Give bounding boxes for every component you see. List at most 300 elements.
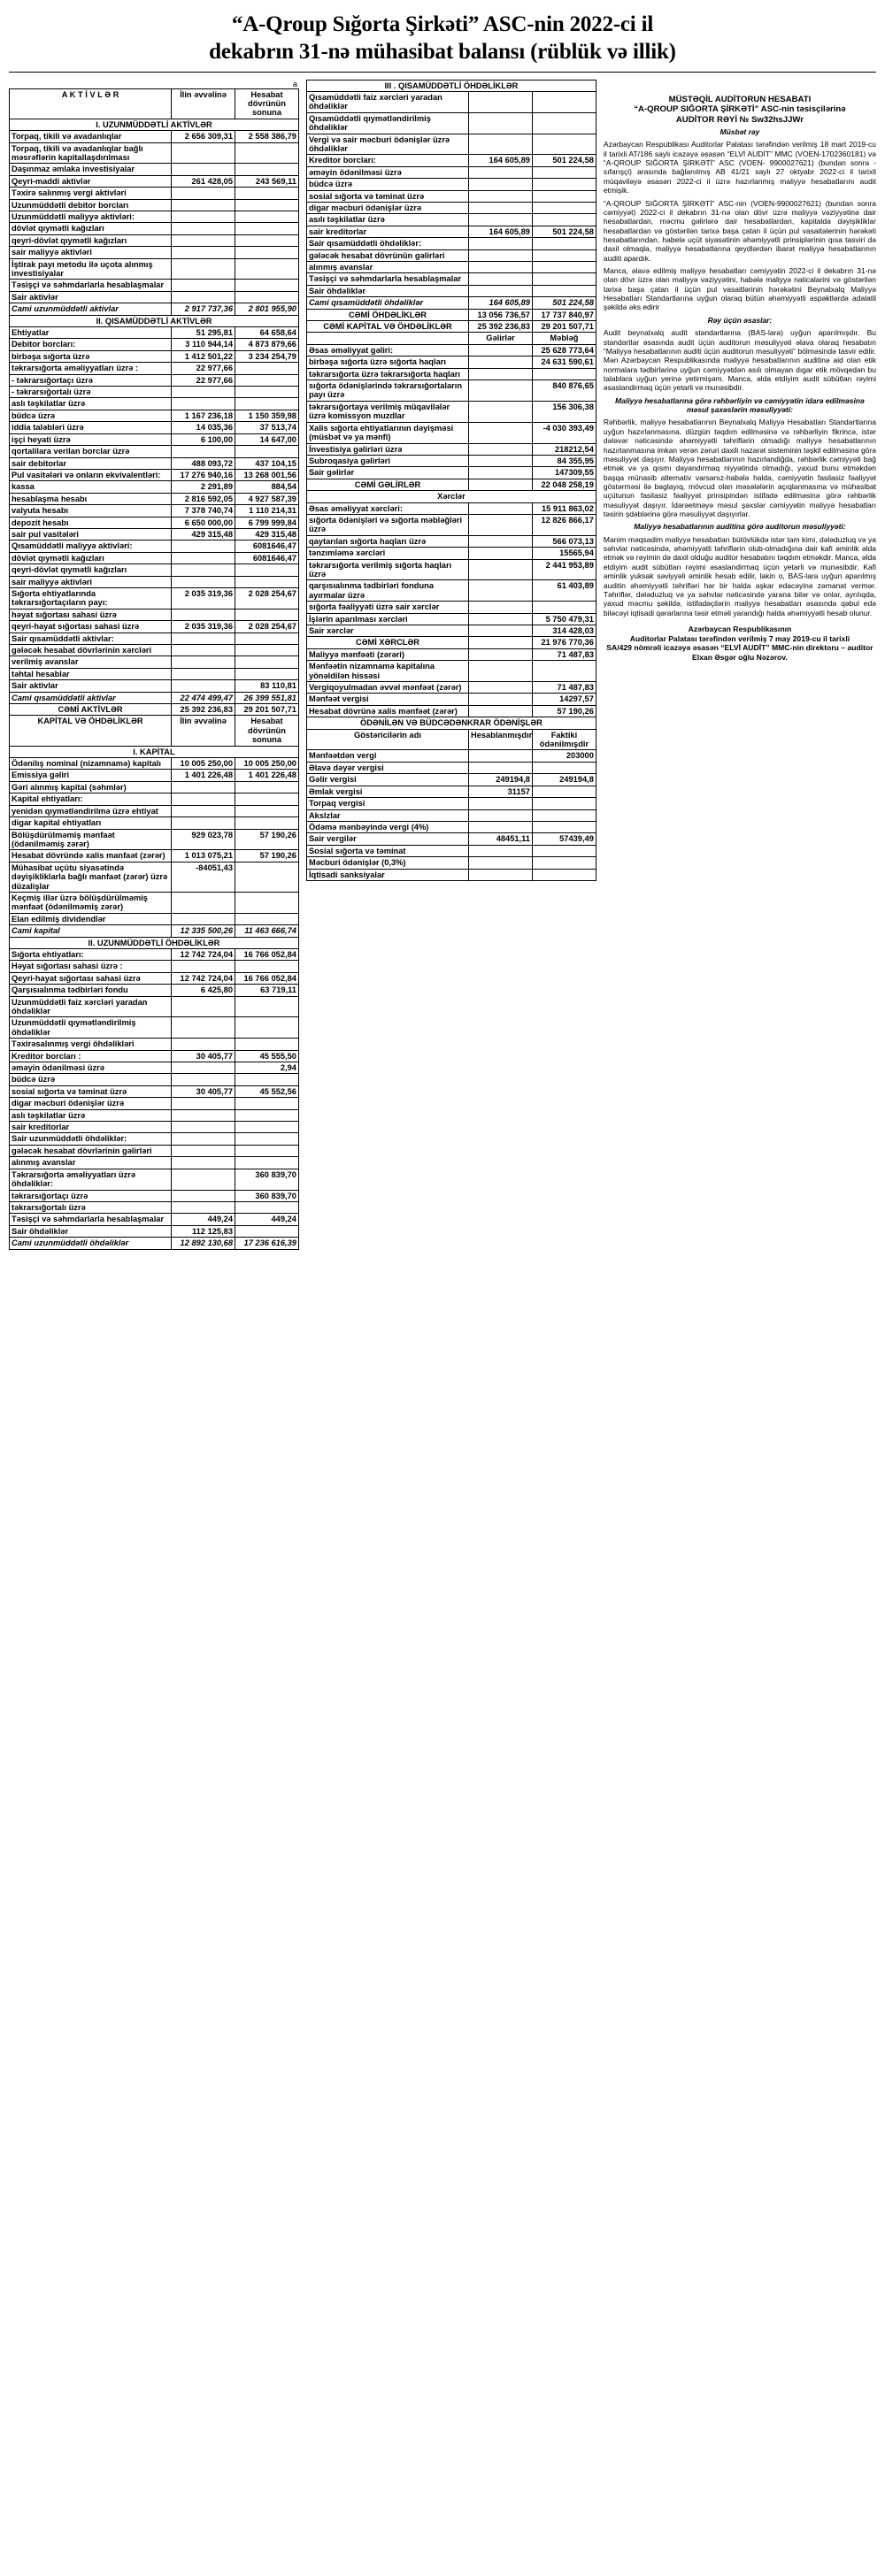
row-value-1: 261 428,05 [172,175,235,187]
row-label: Subroqasiya gəlirləri [306,455,468,466]
row-value-1: 7 378 740,74 [172,505,235,517]
row-label: təkrarsığorta üzrə təkrarsığorta haqları [306,368,468,380]
row-value-1: 12 742 724,04 [172,948,235,960]
row-label: Həyat sığortası sahasi üzrə : [10,961,172,972]
row-value-2 [235,1109,299,1121]
row-label: həyat sığortası sahasi üzrə [10,609,172,620]
row-value-1: 31157 [469,786,533,797]
row-label: sığorta ödənişlərində təkrarsığortaların payı üzrə [306,380,468,402]
table-row [10,1085,299,1097]
row-value-2 [532,262,596,273]
row-value-1: 2 035 319,36 [172,587,235,609]
row-value-1 [469,443,533,455]
row-label: Sair aktivlər [10,291,172,303]
equity-rows [10,746,299,1249]
row-label: Uzunmüddətli debitor borcları [10,199,172,211]
row-value-1 [469,705,533,717]
row-label: gələcək hesabat dövrünün gəlirləri [306,249,468,261]
row-value-2 [532,249,596,261]
row-value-2: 203000 [532,750,596,762]
row-label: II. UZUNMÜDDƏTLİ ÖHDƏLİKLƏR [10,937,299,948]
table-row [10,817,299,829]
row-value-1: 929 023,78 [172,829,235,850]
table-row [10,1122,299,1133]
row-value-1: 22 977,66 [172,374,235,386]
row-value-1 [469,809,533,821]
equity-header-end: Hesabat dövrünün sonuna [235,716,299,746]
tax-header [306,729,596,750]
row-label: CƏMİ GƏLİRLƏR [306,479,468,490]
row-value-2 [235,794,299,805]
row-label: Kapital ehtiyatları: [10,794,172,805]
row-value-2: 147309,55 [532,467,596,479]
row-value-1 [469,661,533,682]
row-value-2 [532,179,596,190]
row-label: Uzunmüddətli qıymətləndirilmiş öhdəliklər [10,1017,172,1039]
row-value-2: 360 839,70 [235,1169,299,1190]
row-value-1: -84051,43 [172,862,235,892]
row-value-1 [469,682,533,694]
row-value-2 [532,786,596,797]
row-value-2 [235,387,299,398]
table-row [306,762,596,773]
row-value-2: 15 911 863,02 [532,502,596,514]
row-label: qarşısıalınma tədbirləri fonduna ayırmalar üzrə [306,580,468,602]
row-value-1 [469,344,533,356]
row-value-1 [469,285,533,296]
row-value-2 [532,190,596,202]
table-row [306,625,596,637]
signature-line-1: Azərbaycan Respublikasının [688,624,792,633]
row-label: Debitor borcları: [10,339,172,350]
row-value-1 [469,762,533,773]
row-label: Qısamüddətli maliyyə aktivləri: [10,540,172,552]
row-label: Torpaq vergisi [306,798,468,809]
row-value-2: 249194,8 [532,774,596,786]
assets-rows [10,119,299,716]
row-label: İştirak payı metodu ilə uçota alınmış investisiyalar [10,258,172,280]
row-value-1: 14 035,36 [172,422,235,433]
row-label: Sığorta ehtiyatlarında təkrarsığortaçıların payı: [10,587,172,609]
row-label: Qısamüddətli faiz xərcləri yaradan öhdəliklər [306,91,468,112]
table-row [10,985,299,996]
row-value-1 [469,548,533,559]
row-value-2: 17 236 616,39 [235,1238,299,1249]
row-value-2 [532,602,596,613]
table-row [10,199,299,211]
row-value-1 [172,892,235,913]
row-label: Uzunmüddətli maliyyə aktivləri: [10,211,172,222]
row-label: Bölüşdürülməmiş mənfaət (ödənilməmiş zərər) [10,829,172,850]
table-row [10,291,299,303]
row-value-1: 1 412 501,22 [172,350,235,362]
table-row [306,809,596,821]
row-value-2: 6081646,47 [235,552,299,564]
row-label: sair kreditorlar [10,1122,172,1133]
row-value-1 [172,632,235,644]
row-value-2 [235,1122,299,1133]
row-value-2 [532,134,596,155]
title-divider [9,72,876,73]
equity-header-label: KAPİTAL VƏ ÖHDƏLİKLƏR [10,716,172,746]
row-value-1 [172,258,235,280]
row-label: sosial sığorta və təminat üzrə [10,1085,172,1097]
row-label: Əlavə dəyər vergisi [306,762,468,773]
row-value-2: 37 513,74 [235,422,299,433]
row-label: sair debitorlar [10,457,172,469]
row-label: sair kreditorlar [306,226,468,237]
row-value-1 [469,467,533,479]
row-value-1: 488 093,72 [172,457,235,469]
row-value-2 [532,857,596,869]
row-label: Xalis sığorta ehtiyatlarının dəyişməsi (müsbət və ya mənfi) [306,422,468,443]
table-row [10,164,299,175]
row-value-1: 2 816 592,05 [172,493,235,504]
row-value-2: 22 048 258,19 [532,479,596,490]
tax-payments-table [306,717,596,881]
table-row [306,682,596,694]
tax-header-name: Göstəricilərin adı [306,729,468,750]
row-value-1 [172,656,235,668]
row-label: qaytarılan sığorta haqları üzrə [306,535,468,547]
row-value-1 [172,668,235,679]
row-value-2: 11 463 666,74 [235,925,299,937]
row-value-2: 2 441 953,89 [532,559,596,580]
row-label: büdcə üzrə [10,1074,172,1085]
row-label: sığorta fəaliyyəti üzrə sair xərclər [306,602,468,613]
row-value-2 [532,166,596,178]
table-row [10,621,299,632]
row-value-2: 84 355,95 [532,455,596,466]
row-value-2: 71 487,83 [532,682,596,694]
row-label: sair pul vasitələri [10,528,172,540]
row-label: Sosial sığorta və təminat [306,845,468,856]
row-value-1: 2 035 319,36 [172,621,235,632]
row-value-1 [469,798,533,809]
row-value-2 [532,762,596,773]
assets-table [9,88,299,717]
row-value-2 [532,845,596,856]
audit-report-heading-2: “A-QROUP SIĞORTA ŞİRKƏTİ” ASC-nin təsisçilərinə [634,104,846,114]
table-row [10,781,299,793]
row-value-2: 57 190,26 [235,829,299,850]
row-value-2 [235,1039,299,1050]
row-value-1: 3 110 944,14 [172,339,235,350]
row-value-2 [235,1133,299,1145]
row-label: digar məcburi ödənişlər üzrə [10,1098,172,1109]
row-label: asılı təşkilatlar üzrə [306,214,468,226]
row-label: təkrarsığortaçı üzrə [10,1190,172,1201]
row-value-1 [172,1062,235,1074]
row-value-1 [469,356,533,368]
row-label: Təsişçi və səhmdarlarla hesablaşmalar [10,1214,172,1225]
table-row [306,112,596,134]
row-label: Torpaq, tikili və avadanlıqlar [10,131,172,142]
table-row [10,457,299,469]
table-row [10,564,299,576]
row-label: dövlət qıymətli kağızları [10,552,172,564]
table-row [10,119,299,130]
table-row [10,937,299,948]
row-value-1: 48451,11 [469,833,533,845]
table-row [306,262,596,273]
assets-header-label: A K T İ V L Ə R [10,88,172,119]
row-value-1 [172,211,235,222]
marker-a: a [292,79,297,88]
table-row [306,535,596,547]
row-value-1 [469,134,533,155]
row-value-1: 6 650 000,00 [172,517,235,528]
row-value-1 [469,869,533,880]
row-value-2 [235,363,299,374]
row-value-2: 83 110,81 [235,680,299,692]
row-label: Sair vergilər [306,833,468,845]
row-value-2: 2 558 386,79 [235,131,299,142]
table-row [10,410,299,421]
table-row [306,368,596,380]
audit-report-heading [604,95,876,126]
row-label: Sığorta ehtiyatları: [10,948,172,960]
row-label: Qeyri-maddi aktivlər [10,175,172,187]
row-label: təhtal hesablar [10,668,172,679]
row-value-2: 17 737 840,97 [532,309,596,320]
row-value-2: 884,54 [235,481,299,493]
row-value-1 [172,1133,235,1145]
table-row [10,374,299,386]
row-label: sığorta ödənişləri və sığorta məbləğləri üzrə [306,514,468,535]
row-value-1: 10 005 250,00 [172,758,235,770]
row-value-2: 61 403,89 [532,580,596,602]
row-value-1 [172,996,235,1017]
table-row [306,637,596,648]
row-value-2: 57439,49 [532,833,596,845]
table-row [306,705,596,717]
row-value-1: 6 100,00 [172,433,235,445]
report-paragraph: Manim məqsadim maliyyə hesabatları bütövlükdə istər tam kimi, dələduzluq və ya səhvlar nəticəsində, əhəmiyyətli təhriflərin olub-olmadığına dair kafi əminlik əlda etmək və rəyimin də daxil olduğu auditor hesabatını təqdım etməkdir. Manca, əlda etdiyim audit sübütları rəyimi əsaslandirmaq üçün yetarli və munəsibdir. Kafi əminlik yuksak səviyyəli əminlik hesab edilir, lakin o, BAS-lara uyğun aparılmış auditin əhəmiyyətli təhrifləri hər bir halda aşkar edacəyinə zəmanat vermər. Təhriflər, dələduzluq və ya səhvlar nəticəsində yarana bilər və onlar, ayrılıqda, yaxud məcmu şəkildə, istifadəçilərin maliyyə hesabatları əsasında qəbul edə biləcəyi iqtisadi qərarlarına təsir etməli yarandığı halda əhəmiyyətli hesab olunur. [603,534,876,617]
table-row [306,548,596,559]
row-label: işçi heyati üzrə [10,433,172,445]
row-value-1 [172,398,235,410]
row-label: Elan edilmiş dividendlər [10,913,172,924]
table-row [10,1145,299,1156]
row-label: Sair aktivlar [10,680,172,692]
table-row [10,552,299,564]
row-value-2: 14 647,00 [235,433,299,445]
row-label: aslı təşkilatlar üzrə [10,1109,172,1121]
row-value-2 [235,374,299,386]
table-row [10,794,299,805]
table-row [306,821,596,832]
row-label: Ödəmə mənbəyində vergi (4%) [306,821,468,832]
row-value-1 [172,1109,235,1121]
row-label: kassa [10,481,172,493]
row-value-1 [469,401,533,422]
row-value-1 [469,202,533,213]
row-label: təkrarsığortaya verilmiş müqavilələr üzrə komissyon muzdlar [306,401,468,422]
row-label: Mənfəətdən vergi [306,750,468,762]
row-value-1: 1 167 236,18 [172,410,235,421]
table-row [306,786,596,797]
row-value-2: 243 569,11 [235,175,299,187]
row-label: Gəlir vergisi [306,774,468,786]
row-value-1 [469,559,533,580]
table-row [306,869,596,880]
signature-line-3: SA/429 nömrəli icazəyə əsasən “ELVİ AUDİT” MMC-nin direktoru – auditor [606,643,873,653]
table-row [10,493,299,504]
row-value-2 [235,188,299,199]
row-value-2: 63 719,11 [235,985,299,996]
table-row [10,1017,299,1039]
row-label: qeyri-dövlət qıymətli kağızları [10,564,172,576]
row-value-2 [235,199,299,211]
row-value-2: 437 104,15 [235,457,299,469]
row-value-2 [235,164,299,175]
row-label: Əsas əməliyyat gəliri: [306,344,468,356]
row-label: Sair qısamüddətli aktivlar: [10,632,172,644]
row-value-1 [469,514,533,535]
row-value-1 [172,540,235,552]
table-row [10,668,299,679]
row-value-2 [532,869,596,880]
table-row [306,166,596,178]
row-value-2: 29 201 507,71 [235,704,299,716]
row-value-1 [172,1074,235,1085]
audit-report-body [604,127,876,617]
row-label: valyuta hesabı [10,505,172,517]
table-row [306,134,596,155]
row-value-1: 112 125,83 [172,1225,235,1237]
row-label: birbəşa sığorta üzrə sığorta haqları [306,356,468,368]
row-value-2: 1 110 214,31 [235,505,299,517]
row-label: Emissiya gəliri [10,770,172,781]
row-value-1 [469,368,533,380]
row-value-1 [172,1169,235,1190]
row-value-2 [235,1157,299,1169]
table-row [10,422,299,433]
row-value-2: 45 555,50 [235,1050,299,1062]
row-value-2: 64 658,64 [235,327,299,339]
row-value-1 [172,280,235,291]
row-value-2: 10 005 250,00 [235,758,299,770]
row-value-1 [469,380,533,402]
table-row [10,656,299,668]
row-label: büdcə üzrə [306,179,468,190]
row-value-1 [469,535,533,547]
row-value-2 [532,273,596,285]
table-row [10,972,299,984]
table-row [306,422,596,443]
table-row [306,380,596,402]
signature-line-2: Auditorlar Palatası tərəfindən verilmiş 7 may 2019-cu il tarixli [629,633,850,643]
row-value-2 [532,238,596,249]
report-paragraph: Audit beynalxalq audit standartlarına (BAS-lara) uyğun aparılmışdır. Bu standartlar əsasında audit üçün auditorun məsuliyyəti əlava olaraq hesabatın “Maliyyə hesabatlarının auditi üçün auditorun məsuliyyəti” bölməsində tasvir edilir. Mən Azərbaycan Respublikasında maliyyə hesabatlarının auditinə aid olan etik normalara tədbirlarinə uyğun cəmiyyətdən asılı olmayan dıgar etik mövqedən bu talablara uyğun yerinə yetirmişəm. Manca, əlda etdiyim audit sübütları rəyimi əsaslandirmaq üçün yetarli və munəsibdir. [603,328,876,393]
row-label: Qısamüddətli qıymətləndirilmiş öhdəliklər [306,112,468,134]
signature-line-4: Elxan Əsgər oğlu Nəzərov. [692,653,788,663]
row-value-1 [172,794,235,805]
table-row [306,179,596,190]
row-value-1 [172,1201,235,1213]
table-row [306,155,596,166]
row-label: əməyin ödənilməsi üzrə [306,166,468,178]
row-value-2: 566 073,13 [532,535,596,547]
table-row [10,770,299,781]
row-label: Təxirə salınmış vergi aktivləri [10,188,172,199]
row-value-2: 12 826 866,17 [532,514,596,535]
row-value-2 [532,285,596,296]
row-value-2: 1 150 359,98 [235,410,299,421]
row-value-2: 16 766 052,84 [235,972,299,984]
row-value-1: 25 392 236,83 [172,704,235,716]
row-label: Təsişçi və səhmdarlarla hesablaşmalar [306,273,468,285]
row-value-1 [469,238,533,249]
tax-title: ÖDƏNİLƏN VƏ BÜDCƏDƏNKRAR ÖDƏNİŞLƏR [306,717,596,729]
row-value-2: 6081646,47 [235,540,299,552]
row-value-1 [469,502,533,514]
table-row [10,303,299,315]
row-value-1 [172,1098,235,1109]
row-value-2 [235,805,299,816]
row-value-2 [235,609,299,620]
row-value-1 [172,552,235,564]
short-term-liabilities-table [306,80,596,334]
row-value-2 [235,564,299,576]
row-label: Kreditor borcları : [10,1050,172,1062]
row-value-2: 2 801 955,90 [235,303,299,315]
row-value-2: 2 028 254,67 [235,587,299,609]
row-value-1: 22 977,66 [172,363,235,374]
row-value-1 [172,1157,235,1169]
row-value-1: 249194,8 [469,774,533,786]
row-value-2: 501 224,58 [532,155,596,166]
row-value-1 [172,199,235,211]
row-value-1 [469,821,533,832]
table-row [10,587,299,609]
tax-title-row [306,717,596,729]
row-label: CƏMİ KAPİTAL VƏ ÖHDƏLİKLƏR [306,321,468,333]
report-subheading: Maliyyə hesabatlarının auditina görə auditorun məsuliyyəti: [634,522,846,532]
row-value-1 [469,694,533,705]
row-value-1 [172,609,235,620]
table-row [10,862,299,892]
row-label: Cami kapital [10,925,172,937]
row-value-1 [172,188,235,199]
row-value-2 [235,1201,299,1213]
row-value-2 [235,668,299,679]
row-label: Gəri alınmış kapital (səhmlər) [10,781,172,793]
row-value-2 [235,446,299,457]
table-row [306,774,596,786]
row-value-2 [235,211,299,222]
table-row [10,948,299,960]
pl-header-amount: Məbləğ [532,333,596,344]
row-label: Təsişçi və səhmdarlarla hesablaşmalar [10,280,172,291]
row-value-2: 29 201 507,71 [532,321,596,333]
row-label: Sair uzunmüddətli öhdəliklər: [10,1133,172,1145]
table-row [10,850,299,862]
table-row [10,1133,299,1145]
page-title-line2: dekabrın 31-nə mühasibat balansı (rüblük və illik) [209,40,676,65]
row-value-1 [469,422,533,443]
row-value-2: 501 224,58 [532,297,596,309]
row-label: CƏMİ XƏRCLƏR [306,637,468,648]
row-value-1: 164 605,89 [469,226,533,237]
audit-report-heading-3: AUDİTOR RƏYİ № Sw32hsJJWr [675,114,804,125]
row-value-2 [235,1225,299,1237]
row-label: Uzunmüddətli faiz xərcləri yaradan öhdəliklər [10,996,172,1017]
table-row [306,202,596,213]
equity-table [9,715,299,1249]
row-label: CƏMİ ÖHDƏLİKLƏR [306,309,468,320]
